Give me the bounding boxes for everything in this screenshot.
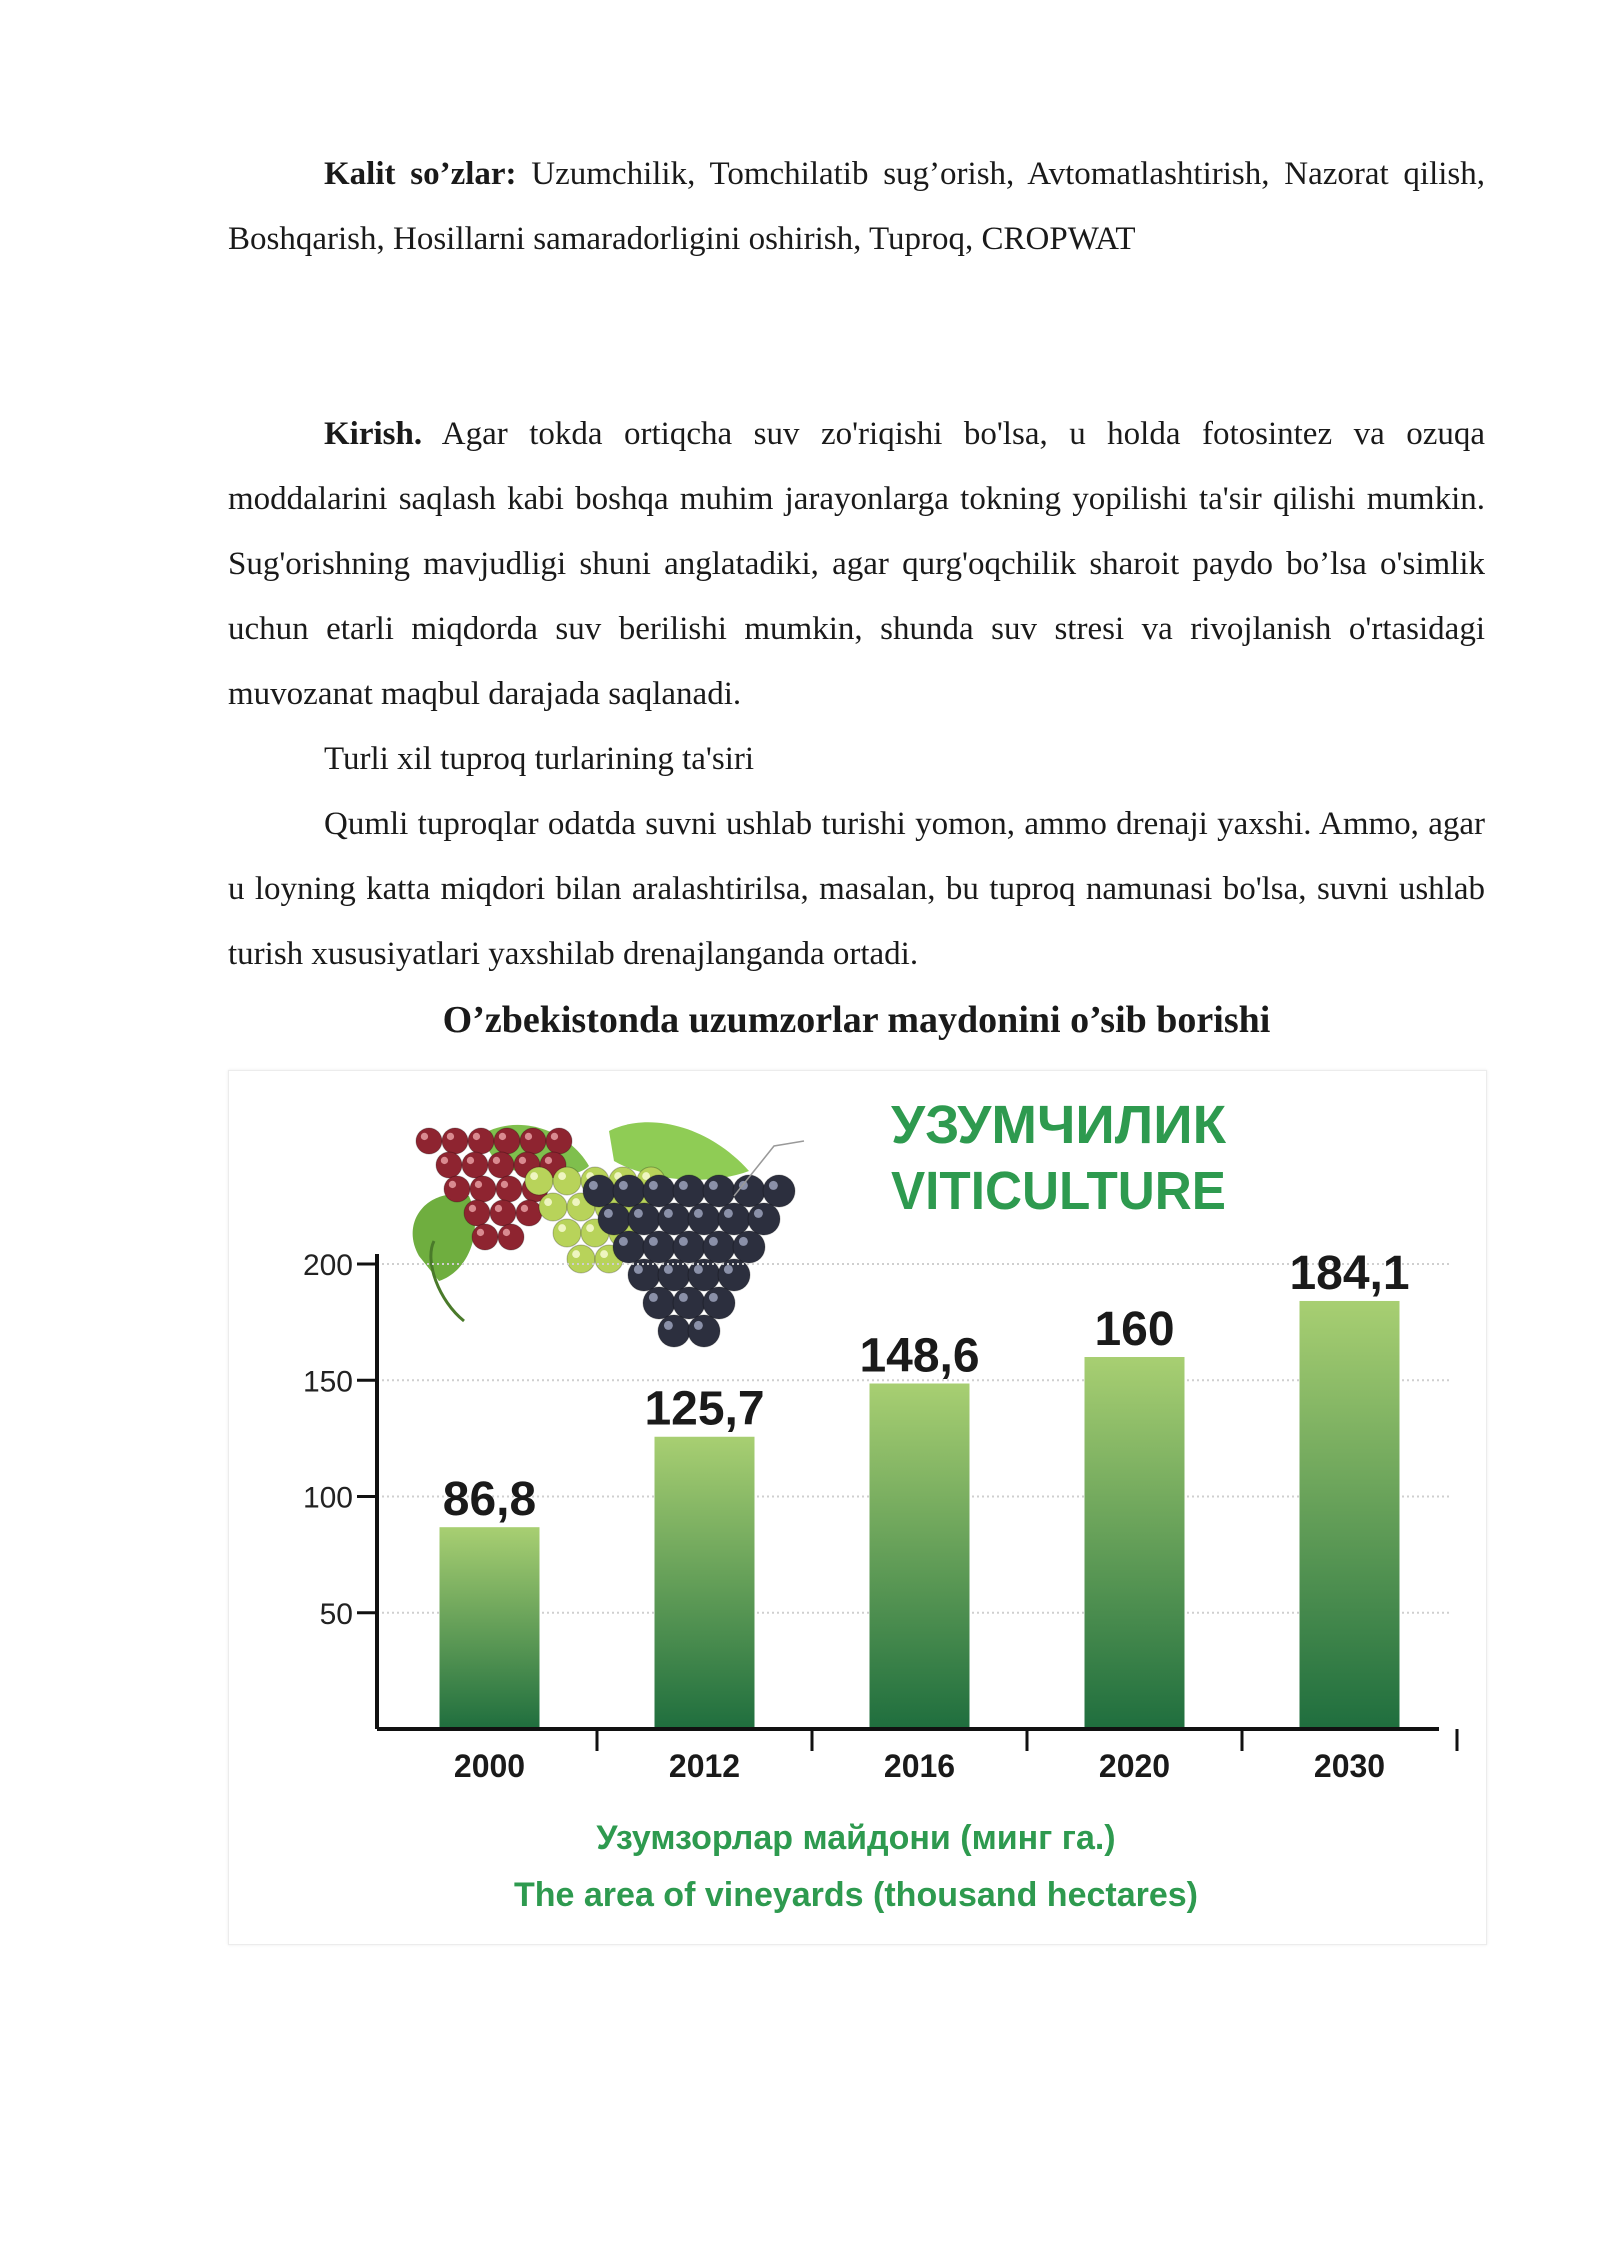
intro-paragraph <box>228 402 1485 727</box>
y-tick-label-200: 200 <box>302 1249 353 1282</box>
intro-label: Kirish. <box>324 416 423 452</box>
value-label-2016: 148,6 <box>859 1329 980 1383</box>
value-label-2020: 160 <box>1094 1303 1175 1356</box>
category-label-2012: 2012 <box>668 1748 741 1784</box>
category-label-2030: 2030 <box>1313 1748 1386 1784</box>
value-label-2030: 184,1 <box>1289 1246 1410 1300</box>
bar-2020 <box>1085 1357 1185 1729</box>
category-label-2016: 2016 <box>883 1748 956 1784</box>
y-tick-label-100: 100 <box>302 1481 353 1515</box>
vineyard-chart <box>228 1070 1487 1945</box>
value-label-2012: 125,7 <box>644 1382 765 1436</box>
soil-heading: Turli xil tuproq turlarining ta'siri <box>324 741 755 777</box>
y-tick-label-50: 50 <box>319 1597 353 1631</box>
keywords-paragraph <box>228 142 1485 272</box>
bar-2030 <box>1300 1301 1400 1729</box>
x-axis-label-en: The area of vineyards (thousand hectares) <box>514 1876 1198 1914</box>
chart-title-ru: УЗУМЧИЛИК <box>891 1095 1228 1155</box>
x-axis-label-ru: Узумзорлар майдони (минг га.) <box>596 1819 1116 1857</box>
intro-text: Agar tokda ortiqcha suv zo'riqishi bo'lsa, u holda fotosintez va ozuqa moddalarini saqlash kabi boshqa muhim jarayonlarga tokning yopilishi ta'sir qilishi mumkin. Sug'orishning mavjudligi shuni anglatadiki, agar qurg'oqchilik sharoit paydo bo’lsa o'simlik uchun etarli miqdorda suv berilishi mumkin, shunda suv stresi va rivojlanish o'rtasidagi muvozanat maqbul darajada saqlanadi. <box>228 416 1485 712</box>
keywords-text: Uzumchilik, Tomchilatib sug’orish, Avtomatlashtirish, Nazorat qilish, Boshqarish, Hosillarni samaradorligini oshirish, Tuproq, CROPWAT <box>228 156 1486 257</box>
soil-paragraph: Qumli tuproqlar odatda suvni ushlab turishi yomon, ammo drenaji yaxshi. Ammo, agar u loyning katta miqdori bilan aralashtirilsa, masalan, bu tuproq namunasi bo'lsa, suvni ushlab turish xususiyatlari yaxshilab drenajlanganda ortadi. <box>228 806 1485 972</box>
category-label-2000: 2000 <box>453 1748 526 1784</box>
intro-section <box>228 402 1485 987</box>
bar-2016 <box>870 1384 970 1729</box>
keywords-label: Kalit so’zlar: <box>324 156 517 192</box>
figure-title: O’zbekistonda uzumzorlar maydonini o’sib borishi <box>442 999 1271 1041</box>
y-tick-label-150: 150 <box>302 1365 353 1399</box>
category-label-2020: 2020 <box>1098 1748 1171 1784</box>
chart-svg <box>229 1071 1486 1944</box>
bar-2000 <box>440 1527 540 1729</box>
grapes-illustration <box>413 1122 804 1347</box>
value-label-2000: 86,8 <box>442 1473 537 1527</box>
bar-2012 <box>655 1437 755 1729</box>
chart-title-en: VITICULTURE <box>891 1161 1226 1221</box>
